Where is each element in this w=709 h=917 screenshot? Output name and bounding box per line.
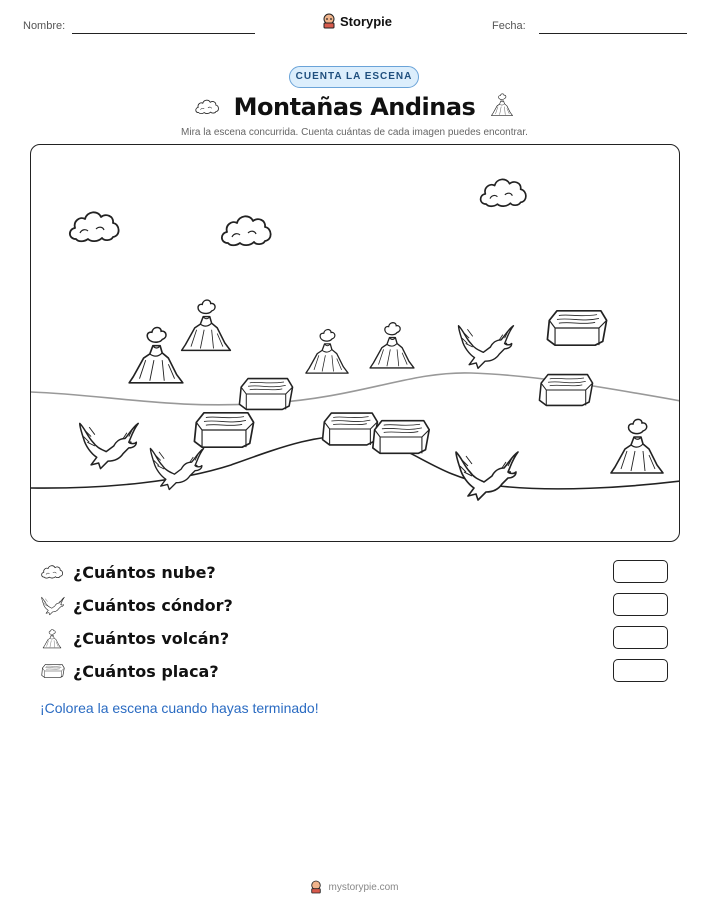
scene-plate-5: [323, 413, 378, 445]
storypie-mascot-icon: [322, 13, 336, 29]
scene-plate-3: [239, 379, 292, 410]
question-row-plate: [40, 659, 670, 685]
scene-cloud-3: [481, 179, 526, 206]
date-line[interactable]: [539, 33, 687, 34]
cloud-icon: [40, 562, 66, 584]
scene-volcano-2: [182, 300, 231, 350]
title-text: Montañas Andinas: [233, 93, 476, 121]
question-text: ¿Cuántos volcán?: [73, 629, 230, 648]
plate-icon: [40, 661, 66, 683]
scene-plate-4: [194, 413, 253, 447]
scene-plate-1: [547, 311, 606, 345]
brand-logo: [322, 13, 392, 29]
scene-condor-4: [456, 452, 518, 500]
question-row-cloud: [40, 560, 670, 586]
instructions: Mira la escena concurrida. Cuenta cuántas de cada imagen puedes encontrar.: [181, 127, 528, 138]
footer: [0, 880, 709, 894]
cloud-icon: [194, 97, 220, 117]
answer-box-cloud[interactable]: [613, 560, 668, 583]
condor-icon: [40, 595, 66, 617]
scene-plate-2: [539, 375, 592, 406]
scene-volcano-1: [129, 328, 183, 383]
answer-box-volcano[interactable]: [613, 626, 668, 649]
scene-condor-3: [150, 448, 203, 489]
scene-cloud-1: [70, 212, 119, 241]
footer-url[interactable]: mystorypie.com: [328, 881, 399, 893]
question-text: ¿Cuántos placa?: [73, 662, 219, 681]
volcano-icon: [489, 91, 515, 119]
scene-volcano-5: [611, 419, 663, 473]
scene-plate-6: [373, 421, 429, 454]
answer-box-plate[interactable]: [613, 659, 668, 682]
scene-volcano-4: [370, 323, 414, 368]
coloring-note: ¡Colorea la escena cuando hayas terminado!: [40, 700, 319, 716]
name-line[interactable]: [72, 33, 255, 34]
name-label: Nombre:: [23, 20, 66, 32]
scene-illustration: [31, 145, 680, 542]
volcano-icon: [40, 628, 66, 650]
question-text: ¿Cuántos cóndor?: [73, 596, 233, 615]
scene-condor-2: [80, 423, 138, 468]
activity-badge: CUENTA LA ESCENA: [289, 66, 419, 88]
storypie-mascot-icon: [310, 880, 322, 894]
brand-name: Storypie: [340, 13, 393, 29]
scene-condor-1: [459, 326, 514, 369]
scene-frame: [30, 144, 680, 542]
answer-box-condor[interactable]: [613, 593, 668, 616]
question-row-volcano: [40, 626, 670, 652]
scene-volcano-3: [306, 330, 348, 374]
date-label: Fecha:: [492, 20, 526, 32]
question-row-condor: [40, 593, 670, 619]
scene-cloud-2: [222, 216, 271, 245]
page-title: [0, 91, 709, 121]
question-text: ¿Cuántos nube?: [73, 563, 216, 582]
